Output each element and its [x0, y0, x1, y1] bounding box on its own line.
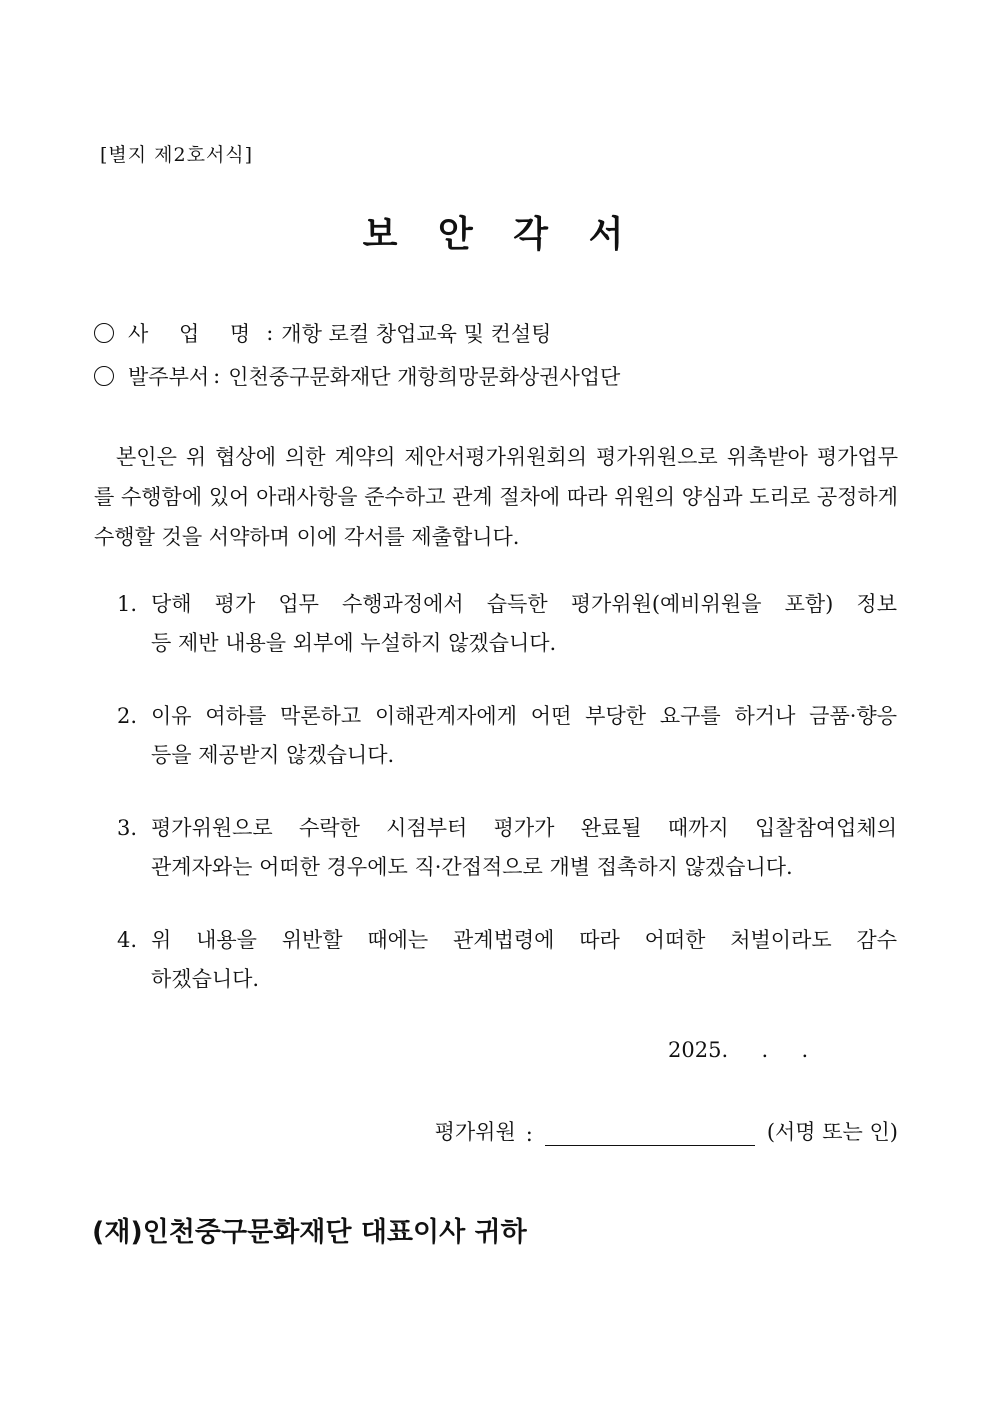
signature-line[interactable] [545, 1119, 755, 1146]
pledge-number: 4. [117, 928, 138, 952]
ordering-dept-value: 인천중구문화재단 개항희망문화상권사업단 [228, 365, 621, 389]
pledge-number: 2. [117, 704, 138, 728]
pledge-number: 1. [117, 592, 138, 616]
ordering-dept-row [94, 361, 620, 391]
signature-row [435, 1116, 898, 1146]
document-title: 보 안 각 서 [362, 214, 638, 255]
project-name-value: 개항 로컬 창업교육 및 컨설팅 [281, 322, 552, 346]
project-name-key: 사 업 명 [128, 322, 263, 346]
ordering-dept-separator: : [213, 364, 221, 388]
pledge-text-line2: 등 제반 내용을 외부에 누설하지 않겠습니다. [151, 631, 557, 655]
pledge-text-line1: 평가위원으로 수락한 시점부터 평가가 완료될 때까지 입찰참여업체의 [151, 816, 897, 840]
pledge-item-4 [117, 921, 897, 999]
pledge-item-1 [117, 585, 897, 663]
ordering-dept-key: 발주부서 [128, 365, 210, 389]
pledge-text-line1: 이유 여하를 막론하고 이해관계자에게 어떤 부당한 요구를 하거나 금품·향응 [151, 704, 897, 728]
circle-bullet-icon [94, 323, 114, 343]
date-field: 2025. . . [668, 1038, 809, 1062]
pledge-item-3 [117, 809, 897, 887]
form-number-label: [별지 제2호서식] [100, 144, 254, 166]
evaluator-label: 평가위원 [434, 1120, 516, 1144]
pledge-number: 3. [117, 816, 138, 840]
pledge-item-2 [117, 697, 897, 775]
addressee: (재)인천중구문화재단 대표이사 귀하 [92, 1217, 527, 1248]
circle-bullet-icon [94, 366, 114, 386]
intro-paragraph: 본인은 위 협상에 의한 계약의 제안서평가위원회의 평가위원으로 위촉받아 평가업무를 수행함에 있어 아래사항을 준수하고 관계 절차에 따라 위원의 양심과 도리로 공정하게 수행할 것을 서약하며 이에 각서를 제출합니다. [94, 445, 898, 549]
pledge-text-line2: 등을 제공받지 않겠습니다. [151, 743, 395, 767]
signature-separator: : [525, 1122, 533, 1146]
project-name-separator: : [266, 321, 274, 345]
signature-suffix: (서명 또는 인) [766, 1120, 898, 1144]
pledge-text-line1: 위 내용을 위반할 때에는 관계법령에 따라 어떠한 처벌이라도 감수 [151, 928, 897, 952]
pledge-text-line2: 하겠습니다. [151, 967, 260, 991]
pledge-text-line1: 당해 평가 업무 수행과정에서 습득한 평가위원(예비위원을 포함) 정보 [151, 592, 897, 616]
pledge-text-line2: 관계자와는 어떠한 경우에도 직·간접적으로 개별 접촉하지 않겠습니다. [151, 855, 793, 879]
project-name-row [94, 318, 551, 348]
